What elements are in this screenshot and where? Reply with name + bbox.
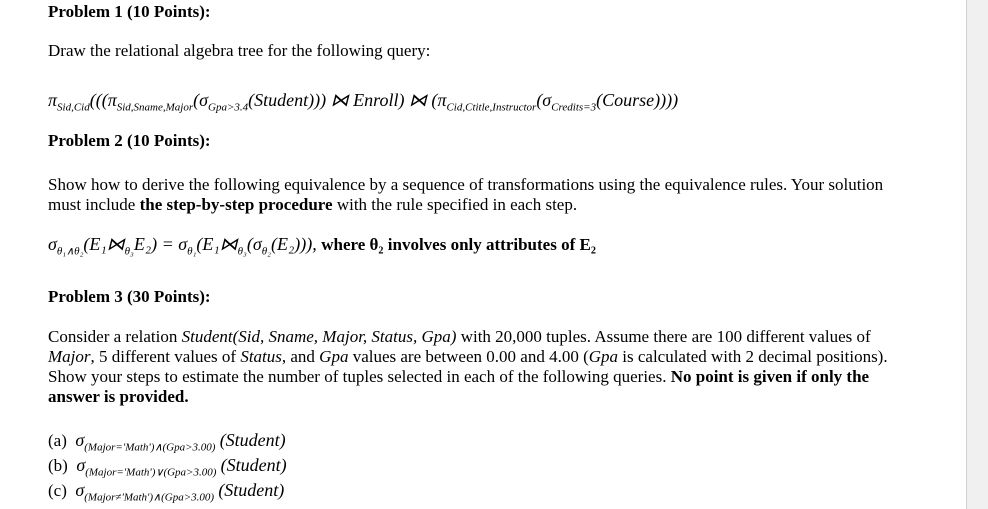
problem-3-heading: Problem 3 (30 Points): (48, 287, 211, 306)
t: values are between 0.00 and 4.00 ( (348, 347, 589, 366)
f: θ₁∧θ₂ (56, 245, 84, 258)
t: , and (281, 347, 320, 366)
t: the step-by-step procedure (139, 195, 333, 214)
t: , 5 different values of (90, 347, 241, 366)
f: σ (76, 455, 86, 475)
f: (E₂))), (271, 234, 322, 254)
f: (E₁⋈ (196, 234, 238, 254)
f: θ₁ (187, 245, 197, 258)
f: π (48, 90, 58, 110)
f: Gpa>3.4 (208, 101, 249, 114)
f: (σ (246, 234, 262, 254)
t: Gpa (588, 347, 619, 366)
f: E₂) = σ (133, 234, 188, 254)
f: (Major='Math')∧(Gpa>3.00) (84, 441, 216, 454)
problem-1-query (48, 90, 678, 118)
problem-1-heading: Problem 1 (10 Points): (48, 2, 211, 21)
f: where θ₂ involves only attributes of E₂ (321, 235, 596, 254)
t: Major (48, 347, 91, 366)
f: θ₂ (261, 245, 271, 258)
f: (Student) (218, 480, 285, 500)
t: Student(Sid, Sname, Major, Status, Gpa) (181, 327, 457, 346)
f: Sid,Cid (57, 101, 90, 114)
t: Show how to derive the following equivalence by a sequence of transformations using the equivalence rules. Your solution must include (48, 175, 884, 214)
t: is calculated with 2 decimal positions). Show your steps to estimate the number of tuples selected in each of the following queries. (48, 347, 888, 386)
t: Status (240, 347, 282, 366)
problem-2-text (48, 175, 888, 215)
t: No point is given if only the answer is provided. (48, 367, 870, 406)
f: (Student))) ⋈ Enroll) ⋈ ( (248, 90, 438, 110)
l: (b) (48, 456, 68, 475)
f: (Student) (220, 455, 287, 475)
problem-1-text: Draw the relational algebra tree for the following query: (48, 41, 431, 60)
t: with 20,000 tuples. Assume there are 100 different values of (456, 327, 871, 346)
query-b (48, 455, 287, 478)
f: θ₃ (124, 245, 134, 258)
problem-2-heading: Problem 2 (10 Points): (48, 131, 211, 150)
f: σ (75, 480, 85, 500)
f: σ (75, 430, 85, 450)
f: (Major≠'Math')∧(Gpa>3.00) (84, 491, 215, 504)
f: (σ (193, 90, 209, 110)
l: (c) (48, 481, 67, 500)
f: Credits=3 (551, 101, 597, 114)
f: Sid,Sname,Major (116, 101, 194, 114)
problem-3-text (48, 327, 888, 407)
f: (Student) (219, 430, 286, 450)
f: (σ (536, 90, 552, 110)
f: (E₁⋈ (83, 234, 125, 254)
page-edge (966, 0, 988, 509)
problem-2-equivalence (48, 234, 596, 262)
f: (Major='Math')∨(Gpa>3.00) (85, 466, 217, 479)
f: ((( (89, 90, 108, 110)
query-c (48, 480, 284, 503)
f: π (437, 90, 447, 110)
f: π (107, 90, 117, 110)
t: Gpa (319, 347, 349, 366)
f: Cid,Ctitle,Instructor (446, 101, 537, 114)
f: σ (48, 234, 57, 254)
f: (Course)))) (596, 90, 679, 110)
l: (a) (48, 431, 67, 450)
f: θ₃ (237, 245, 247, 258)
t: Consider a relation (48, 327, 182, 346)
t: with the rule specified in each step. (332, 195, 578, 214)
query-a (48, 430, 286, 453)
